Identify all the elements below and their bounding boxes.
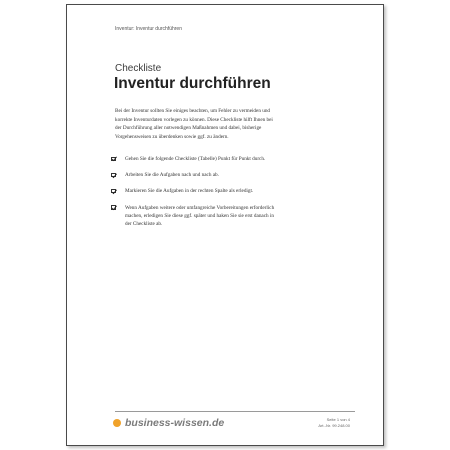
checked-box-icon bbox=[111, 189, 116, 194]
document-page bbox=[66, 4, 384, 446]
document-title: Inventur durchführen bbox=[114, 75, 271, 92]
intro-paragraph bbox=[115, 107, 305, 141]
checked-box-icon bbox=[111, 205, 116, 210]
checklist-item bbox=[111, 171, 321, 179]
checklist-item-text: der Checkliste ab. bbox=[125, 221, 163, 228]
document-kicker: Checkliste bbox=[115, 63, 162, 74]
checklist-item-text: Arbeiten Sie die Aufgaben nach und nach ab. bbox=[125, 172, 219, 179]
brand-dot-icon bbox=[113, 419, 121, 427]
checklist-item-text: Gehen Sie die folgende Checkliste (Tabelle) Punkt für Punkt durch. bbox=[125, 156, 266, 162]
checked-box-icon bbox=[111, 173, 116, 178]
checklist-item-text: Markieren Sie die Aufgaben in der rechten Spalte als erledigt. bbox=[125, 188, 254, 195]
footer-divider bbox=[115, 411, 355, 412]
checklist bbox=[111, 155, 321, 228]
checklist-item bbox=[111, 187, 321, 195]
checklist-item bbox=[111, 204, 321, 229]
intro-line: Vorgehensweisen zu überdenken sowie ggf. zu ändern. bbox=[115, 133, 229, 140]
intro-line: Bei der Inventur sollten Sie einiges beachten, um Fehler zu vermeiden und bbox=[115, 108, 271, 114]
brand-logo-text: business-wissen.de bbox=[125, 417, 225, 429]
checklist-item bbox=[111, 155, 321, 163]
checklist-item-text: Wenn Aufgaben weitere oder umfangreiche Vorbereitungen erforderlich bbox=[125, 204, 275, 211]
article-number: Art.-Nr. 99.248.00 bbox=[318, 423, 350, 428]
checklist-item-text: machen, erledigen Sie diese ggf. später und haken Sie sie erst danach in bbox=[125, 212, 274, 219]
intro-line: der Durchführung aller notwendigen Maßnahmen und dabei, bisherige bbox=[115, 125, 262, 132]
page-number: Seite 1 von 4 bbox=[326, 417, 350, 422]
running-header: Inventur: Inventur durchführen bbox=[115, 26, 182, 32]
intro-line: korrekte Inventurdaten vorlegen zu können. Diese Checkliste hilft Ihnen bei bbox=[115, 116, 273, 123]
checked-box-icon bbox=[111, 157, 116, 162]
